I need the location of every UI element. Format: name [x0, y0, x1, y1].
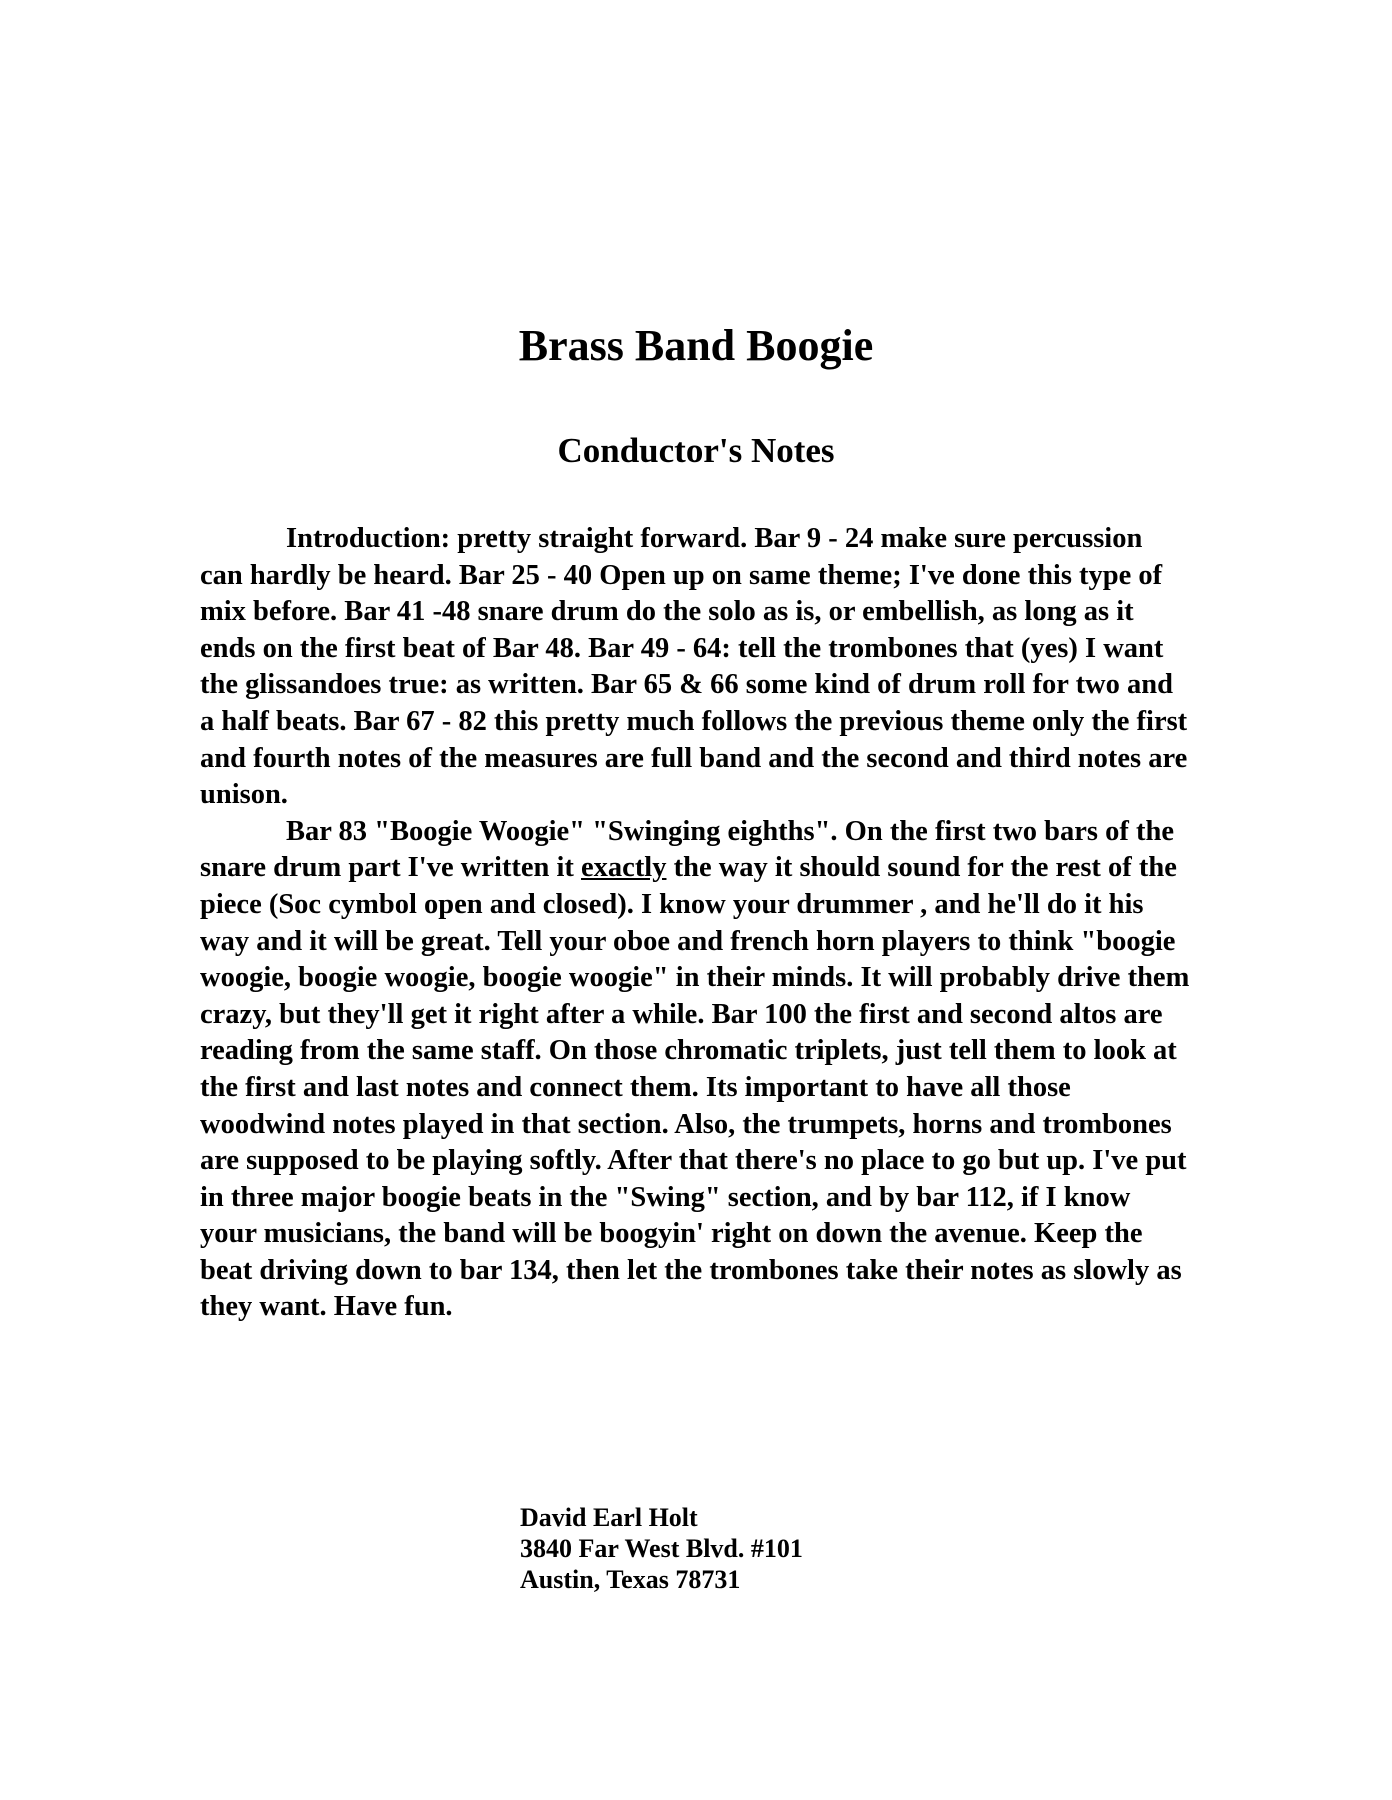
document-body — [200, 521, 1190, 1326]
paragraph-text-start: Bar 83 "Boogie Woogie" "Swinging eighths". On the first two bars of the snare drum part I've written it — [200, 815, 1174, 884]
document-subtitle: Conductor's Notes — [557, 431, 835, 470]
paragraph-boogie-woogie — [200, 814, 1190, 1326]
document-title: Brass Band Boogie — [518, 321, 874, 370]
signature-block — [520, 1502, 803, 1595]
signature-address-city: Austin, Texas 78731 — [520, 1565, 741, 1594]
paragraph-text-end: the way it should sound for the rest of the piece (Soc cymbol open and closed). I know your drummer , and he'll do it his way and it will be great. Tell your oboe and french horn players to think "boogie woogie, boogie woogie, boogie woogie" in their minds. It will probably drive them crazy, but they'll get it right after a while. Bar 100 the first and second altos are reading from the same staff. On those chromatic triplets, just tell them to look at the first and last notes and connect them. Its important to have all those woodwind notes played in that section. Also, the trumpets, horns and trombones are supposed to be playing softly. After that there's no place to go but up. I've put in three major boogie beats in the "Swing" section, and by bar 112, if I know your musicians, the band will be boogyin' right on down the avenue. Keep the beat driving down to bar 134, then let the trombones take their notes as slowly as they want. Have fun. — [200, 852, 1190, 1323]
paragraph-introduction: Introduction: pretty straight forward. Bar 9 - 24 make sure percussion can hardly be heard. Bar 25 - 40 Open up on same theme; I've done this type of mix before. Bar 41 -48 snare drum do the solo as is, or embellish, as long as it ends on the first beat of Bar 48. Bar 49 - 64: tell the trombones that (yes) I want the glissandoes true: as written. Bar 65 & 66 some kind of drum roll for two and a half beats. Bar 67 - 82 this pretty much follows the previous theme only the first and fourth notes of the measures are full band and the second and third notes are unison. — [200, 523, 1188, 811]
signature-address-street: 3840 Far West Blvd. #101 — [520, 1534, 803, 1563]
underlined-emphasis: exactly — [581, 852, 667, 884]
signature-name: David Earl Holt — [520, 1503, 698, 1532]
